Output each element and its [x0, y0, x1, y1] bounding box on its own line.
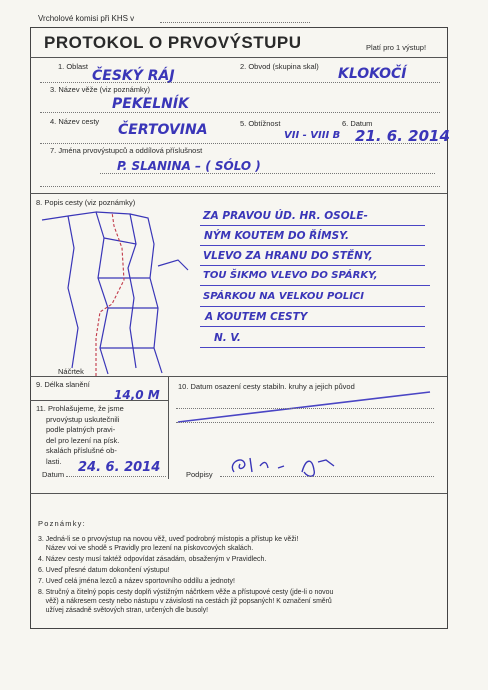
- obtiznost-value: VII - VIII B: [284, 130, 341, 141]
- form-title: PROTOKOL O PRVOVÝSTUPU: [44, 33, 302, 52]
- datum-podpis-line: [66, 476, 166, 477]
- osazeni-label: 10. Datum osazení cesty stabiln. kruhy a jejich původ: [178, 382, 355, 391]
- valid-note: Platí pro 1 výstup!: [366, 43, 427, 52]
- note-5: 7. Uveď celá jména lezců a název sportovního oddílu a jednoty!: [38, 578, 235, 585]
- obvod-label: 2. Obvod (skupina skal): [240, 62, 319, 71]
- route-line: [96, 212, 124, 376]
- row1-line: [40, 82, 440, 83]
- committee-dotline: [160, 22, 310, 23]
- prohlaseni-line-2: prvovýstup uskutečnili: [46, 414, 120, 424]
- podpisy-line: [220, 476, 434, 477]
- header-divider: [30, 57, 447, 58]
- committee-label: Vrcholové komisi při KHS v: [38, 14, 135, 23]
- cesta-value: ČERTOVINA: [118, 122, 208, 138]
- prohlaseni-block: [36, 404, 164, 467]
- row7-divider: [30, 193, 447, 194]
- osazeni-line-1: [176, 408, 434, 409]
- notes-heading: Poznámky:: [38, 519, 86, 528]
- route-underline-6: [200, 326, 425, 327]
- jmena-value: P. SLANINA – ( SÓLO ): [117, 159, 261, 173]
- route-line-2: NÝM KOUTEM DO ŘÍMSY.: [204, 230, 350, 242]
- datum-podpis-value: 24. 6. 2014: [78, 460, 161, 475]
- prohlaseni-line-5: skalách příslušné ob-: [46, 446, 117, 455]
- row9-divider: [30, 400, 168, 401]
- obtiznost-label: 5. Obtížnost: [240, 119, 281, 128]
- row7-line-b: [40, 186, 440, 187]
- prohlaseni-line-4: del pro lezení na písk.: [46, 435, 120, 445]
- note-6: 8. Stručný a čitelný popis cesty doplň výstižným náčrtkem věže a přístupové cesty (jde-li o novou: [38, 589, 334, 596]
- podpisy-label: Podpisy: [186, 470, 213, 479]
- note-2: Název voi ve shodě s Pravidly pro lezení na pískovcových skalách.: [38, 545, 254, 552]
- row4-line: [40, 143, 440, 144]
- route-line-4: TOU ŠIKMO VLEVO DO SPÁRKY,: [203, 270, 378, 281]
- section8-divider: [30, 376, 447, 377]
- route-sketch: [38, 208, 198, 380]
- oblast-value: ČESKÝ RÁJ: [92, 68, 175, 84]
- route-underline-1: [200, 225, 425, 226]
- note-8: užívej zásadně světových stran, určených dle busoly!: [38, 607, 209, 614]
- datum-label: 6. Datum: [342, 119, 373, 128]
- popis-label: 8. Popis cesty (viz poznámky): [36, 198, 136, 207]
- obvod-value: KLOKOČÍ: [338, 66, 407, 82]
- prohlaseni-line-3: podle platných pravi-: [46, 425, 116, 434]
- notes-list: [38, 535, 443, 615]
- nacrtek-label: Náčrtek: [58, 367, 84, 376]
- note-1: 3. Jedná-li se o prvovýstup na novou věž, uveď podrobný místopis a přístup ke věži!: [38, 536, 299, 543]
- route-line-7: N. V.: [214, 332, 241, 344]
- route-line-6: A KOUTEM CESTY: [205, 311, 308, 323]
- jmena-label: 7. Jména prvovýstupců a oddílová příslušnost: [50, 146, 203, 155]
- osazeni-line-2: [176, 422, 434, 423]
- note-7: věž) a nákresem cesty nebo nástupu v závislosti na cestách již popsaných! K označení směrů: [38, 598, 332, 605]
- route-line-5: SPÁRKOU NA VELKOU POLICI: [203, 291, 364, 302]
- note-3: 4. Název cesty musí taktéž odpovídat zásadám, obsaženým v Pravidlech.: [38, 556, 267, 563]
- delka-label: 9. Délka slanění: [36, 380, 90, 389]
- tower-outline: [42, 212, 188, 374]
- note-4: 6. Uveď přesné datum dokončení výstupu!: [38, 567, 170, 574]
- row7-line-a: [100, 173, 435, 174]
- datum-podpis-label: Datum: [42, 470, 65, 479]
- col-divider: [168, 376, 169, 479]
- route-underline-2: [200, 245, 425, 246]
- route-underline-5: [200, 306, 425, 307]
- route-line-1: ZA PRAVOU ÚD. HR. OSOLE-: [203, 210, 368, 222]
- vez-label: 3. Název věže (viz poznámky): [50, 85, 151, 94]
- row3-line: [40, 112, 440, 113]
- delka-value: 14,0 M: [114, 388, 160, 402]
- prohlaseni-line-1: 11. Prohlašujeme, že jsme: [36, 404, 124, 413]
- route-line-3: VLEVO ZA HRANU DO STĚNY,: [203, 250, 373, 262]
- vez-value: PEKELNÍK: [112, 96, 189, 112]
- signature-divider: [30, 493, 447, 494]
- prohlaseni-line-6: lasti.: [46, 456, 62, 466]
- cesta-label: 4. Název cesty: [50, 117, 100, 126]
- datum-value: 21. 6. 2014: [355, 127, 450, 145]
- oblast-label: 1. Oblast: [58, 62, 89, 71]
- route-underline-7: [200, 347, 425, 348]
- route-underline-4: [200, 285, 430, 286]
- route-underline-3: [200, 265, 425, 266]
